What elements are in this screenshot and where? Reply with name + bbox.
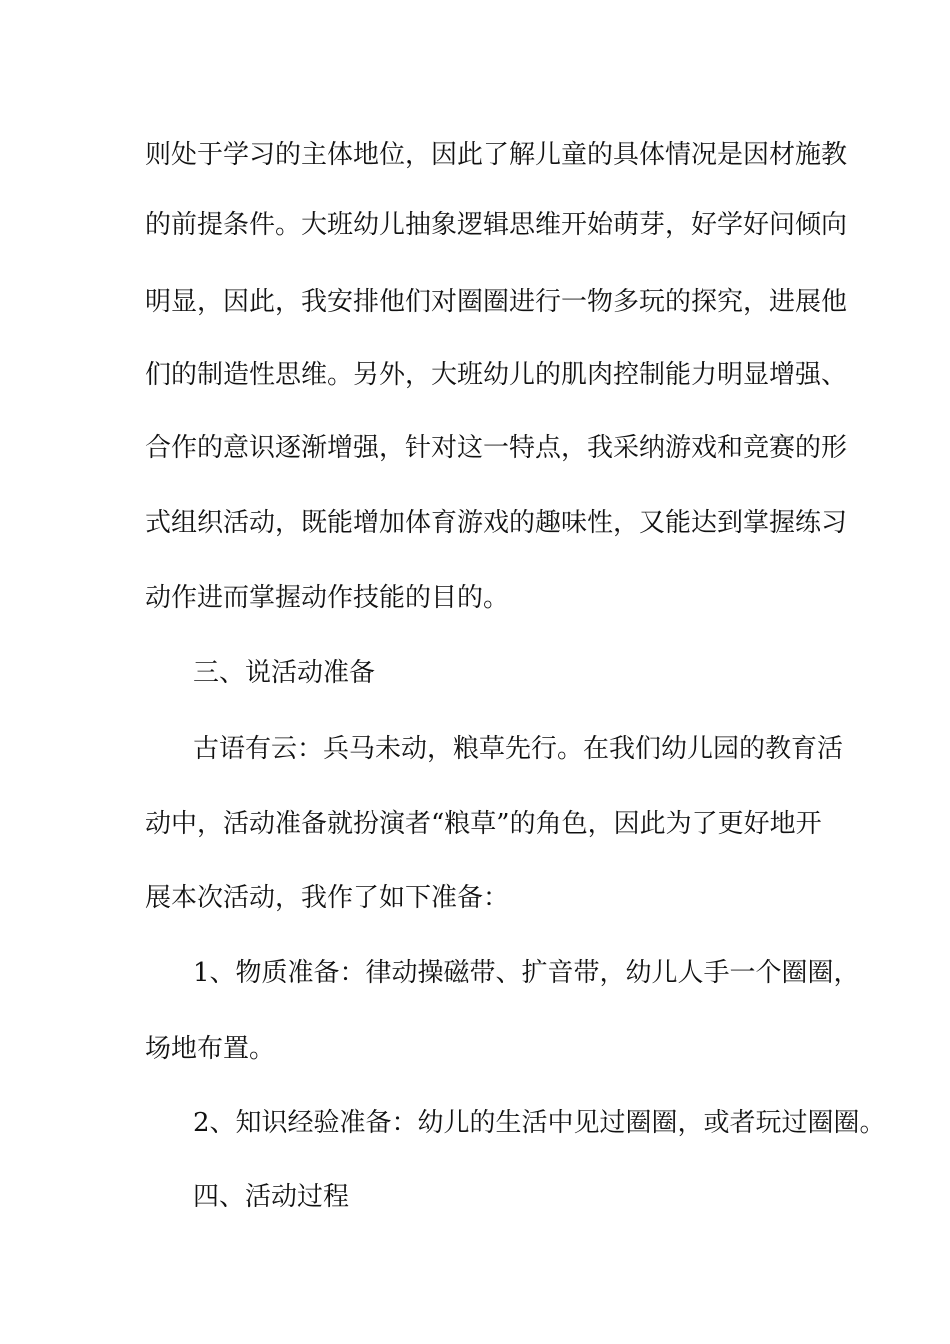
paragraph-line: 动中，活动准备就扮演者“粮草”的角色，因此为了更好地开 (145, 809, 822, 839)
paragraph-line: 则处于学习的主体地位，因此了解儿童的具体情况是因材施教 (145, 140, 848, 170)
paragraph-line: 场地布置。 (145, 1034, 276, 1064)
paragraph-line: 动作进而掌握动作技能的目的。 (145, 583, 510, 613)
paragraph-line: 合作的意识逐渐增强，针对这一特点，我采纳游戏和竞赛的形 (145, 433, 848, 463)
section-heading: 三、说活动准备 (193, 658, 376, 688)
list-item: 2、知识经验准备：幼儿的生活中见过圈圈，或者玩过圈圈。 (193, 1108, 886, 1138)
section-heading: 四、活动过程 (193, 1182, 350, 1212)
list-item: 1、物质准备：律动操磁带、扩音带，幼儿人手一个圈圈， (193, 958, 860, 988)
paragraph-line: 展本次活动，我作了如下准备： (145, 883, 510, 913)
paragraph-line: 们的制造性思维。另外，大班幼儿的肌肉控制能力明显增强、 (145, 360, 848, 390)
paragraph-line: 式组织活动，既能增加体育游戏的趣味性，又能达到掌握练习 (145, 508, 848, 538)
paragraph-line: 的前提条件。大班幼儿抽象逻辑思维开始萌芽，好学好问倾向 (145, 210, 848, 240)
paragraph-line: 明显，因此，我安排他们对圈圈进行一物多玩的探究，进展他 (145, 287, 848, 317)
paragraph-line: 古语有云：兵马未动，粮草先行。在我们幼儿园的教育活 (193, 734, 844, 764)
